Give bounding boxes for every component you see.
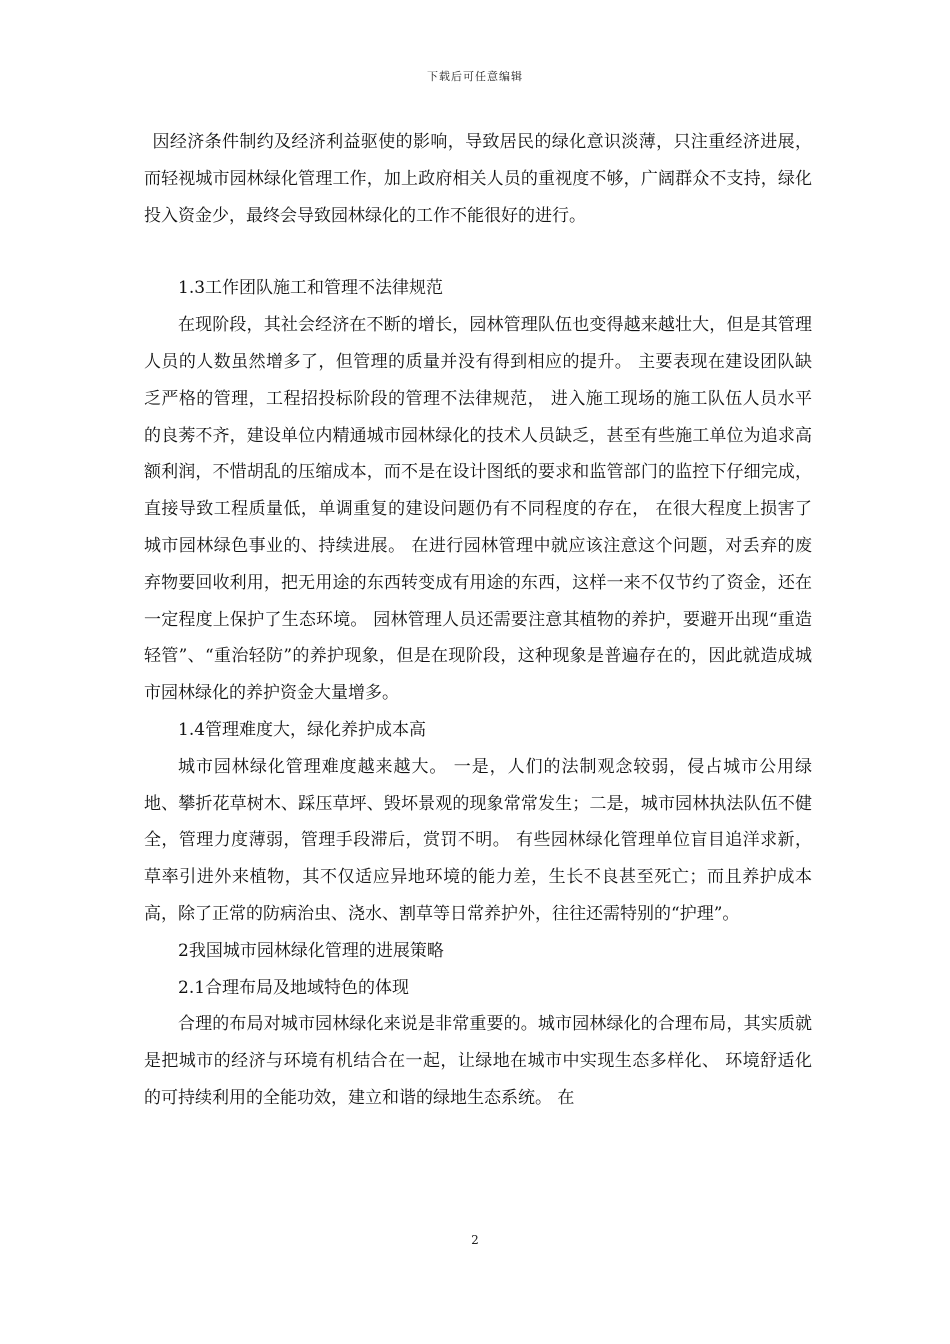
paragraph-3: 城市园林绿化管理难度越来越大。 一是，人们的法制观念较弱，侵占城市公用绿地、攀折花草树木、踩压草坪、毁坏景观的现象常常发生；二是，城市园林执法队伍不健全，管理力度薄弱，管理手段滞后，赏罚不明。 有些园林绿化管理单位盲目追洋求新，草率引进外来植物，其不仅适应异地环境的能力差，生长不良甚至死亡；而且养护成本高，除了正常的防病治虫、浇水、割草等日常养护外，往往还需特别的“护理”。 [144, 756, 812, 924]
page-header: 下载后可任意编辑 [427, 70, 523, 83]
paragraph-1: 因经济条件制约及经济利益驱使的影响，导致居民的绿化意识淡薄，只注重经济进展，而轻视城市园林绿化管理工作，加上政府相关人员的重视度不够，广阔群众不支持，绿化投入资金少，最终会导致园林绿化的工作不能很好的进行。 [144, 132, 812, 226]
section-heading-2-1: 2.1合理布局及地域特色的体现 [178, 977, 410, 998]
paragraph-4: 合理的布局对城市园林绿化来说是非常重要的。城市园林绿化的合理布局，其实质就是把城市的经济与环境有机结合在一起，让绿地在城市中实现生态多样化、 环境舒适化的可持续利用的全能功效，建立和谐的绿地生态系统。 在 [144, 1014, 812, 1108]
section-heading-1-4: 1.4管理难度大，绿化养护成本高 [178, 719, 427, 740]
document-body [144, 124, 812, 1117]
section-heading-2: 2我国城市园林绿化管理的进展策略 [178, 940, 444, 961]
section-heading-1-3: 1.3工作团队施工和管理不法律规范 [178, 278, 444, 299]
paragraph-2: 在现阶段，其社会经济在不断的增长，园林管理队伍也变得越来越壮大，但是其管理人员的人数虽然增多了，但管理的质量并没有得到相应的提升。 主要表现在建设团队缺乏严格的管理，工程招投标阶段的管理不法律规范， 进入施工现场的施工队伍人员水平的良莠不齐，建设单位内精通城市园林绿化的技术人员缺乏，甚至有些施工单位为追求高额利润，不惜胡乱的压缩成本，而不是在设计图纸的要求和监管部门的监控下仔细完成，直接导致工程质量低，单调重复的建设问题仍有不同程度的存在， 在很大程度上损害了城市园林绿色事业的、持续进展。 在进行园林管理中就应该注意这个问题，对丢弃的废弃物要回收利用，把无用途的东西转变成有用途的东西，这样一来不仅节约了资金，还在一定程度上保护了生态环境。 园林管理人员还需要注意其植物的养护，要避开出现“重造轻管”、“重治轻防”的养护现象，但是在现阶段，这种现象是普遍存在的，因此就造成城市园林绿化的养护资金大量增多。 [144, 315, 812, 704]
page-number: 2 [471, 1233, 479, 1247]
